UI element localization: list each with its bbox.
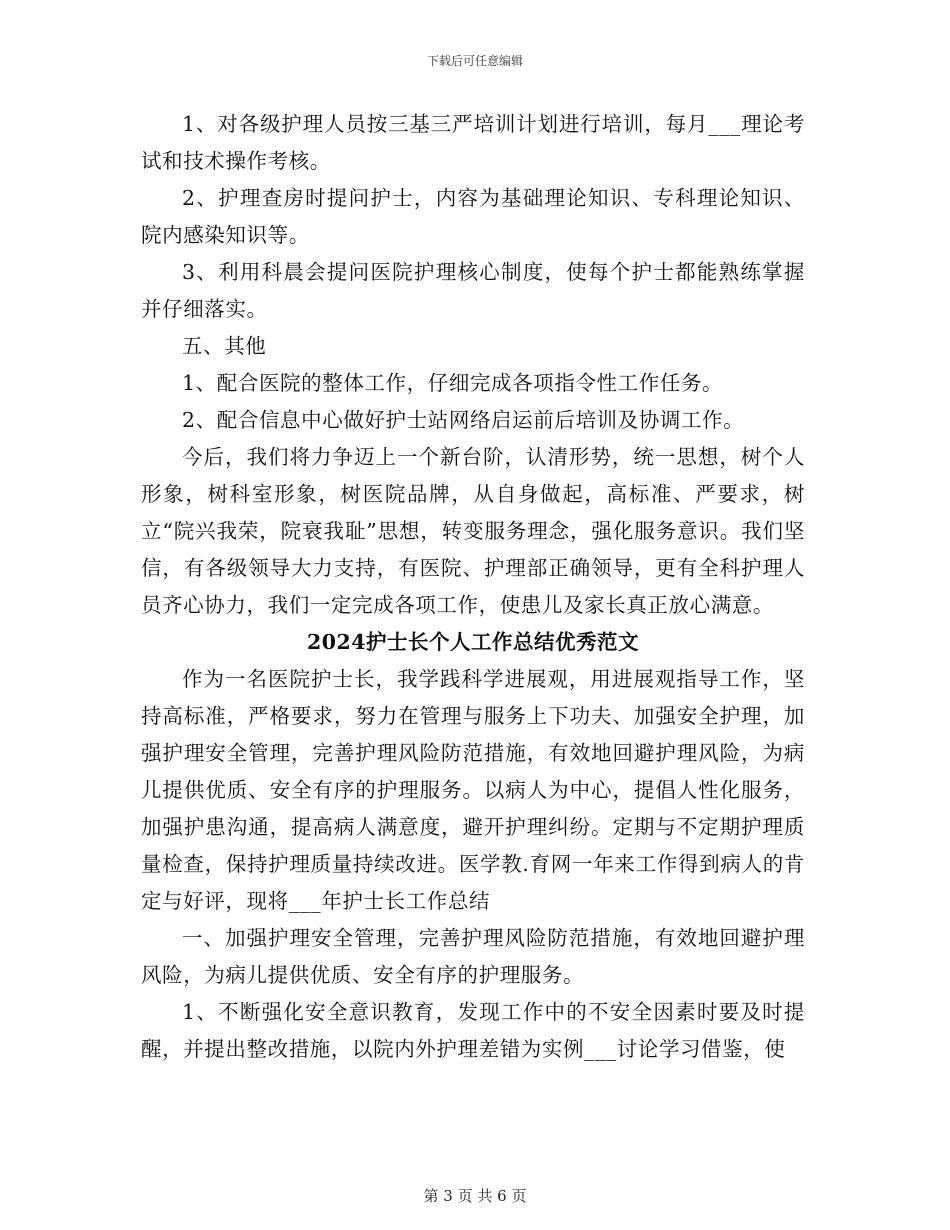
- page-header: 下载后可任意编辑: [426, 54, 523, 68]
- section-heading-other: 五、其他: [182, 334, 267, 358]
- paragraph-future-outlook: 今后，我们将力争迈上一个新台阶，认清形势，统一思想，树个人形象，树科室形象，树医院品牌，从自身做起，高标准、严要求，树立“院兴我荣，院衰我耻”思想，转变服务理念，强化服务意识。我们坚信，有各级领导大力支持，有医院、护理部正确领导，更有全科护理人员齐心协力，我们一定完成各项工作，使患儿及家长真正放心满意。: [141, 445, 805, 617]
- paragraph-training-plan: 1、对各级护理人员按三基三严培训计划进行培训，每月___理论考试和技术操作考核。: [141, 112, 805, 173]
- document-body: [141, 106, 805, 1068]
- paragraph-cooperate-info-center: 2、配合信息中心做好护士站网络启运前后培训及协调工作。: [182, 408, 745, 432]
- page-number: 第 3 页 共 6 页: [423, 1187, 527, 1205]
- paragraph-introduction: 作为一名医院护士长，我学践科学进展观，用进展观指导工作，坚持高标准，严格要求，努力在管理与服务上下功夫、加强安全护理，加强护理安全管理，完善护理风险防范措施，有效地回避护理风险，为病儿提供优质、安全有序的护理服务。以病人为中心，提倡人性化服务，加强护患沟通，提高病人满意度，避开护理纠纷。定期与不定期护理质量检查，保持护理质量持续改进。医学教.育网一年来工作得到病人的肯定与好评，现将___年护士长工作总结: [141, 667, 805, 913]
- paragraph-safety-awareness: 1、不断强化安全意识教育，发现工作中的不安全因素时要及时提醒，并提出整改措施，以院内外护理差错为实例___讨论学习借鉴，使: [141, 1000, 805, 1061]
- paragraph-ward-round: 2、护理查房时提问护士，内容为基础理论知识、专科理论知识、院内感染知识等。: [141, 186, 805, 247]
- paragraph-safety-management: 一、加强护理安全管理，完善护理风险防范措施，有效地回避护理风险，为病儿提供优质、安全有序的护理服务。: [141, 926, 805, 987]
- paragraph-morning-meeting: 3、利用科晨会提问医院护理核心制度，使每个护士都能熟练掌握并仔细落实。: [141, 260, 805, 321]
- section-title: 2024护士长个人工作总结优秀范文: [306, 630, 640, 654]
- paragraph-cooperate-hospital: 1、配合医院的整体工作，仔细完成各项指令性工作任务。: [182, 371, 724, 395]
